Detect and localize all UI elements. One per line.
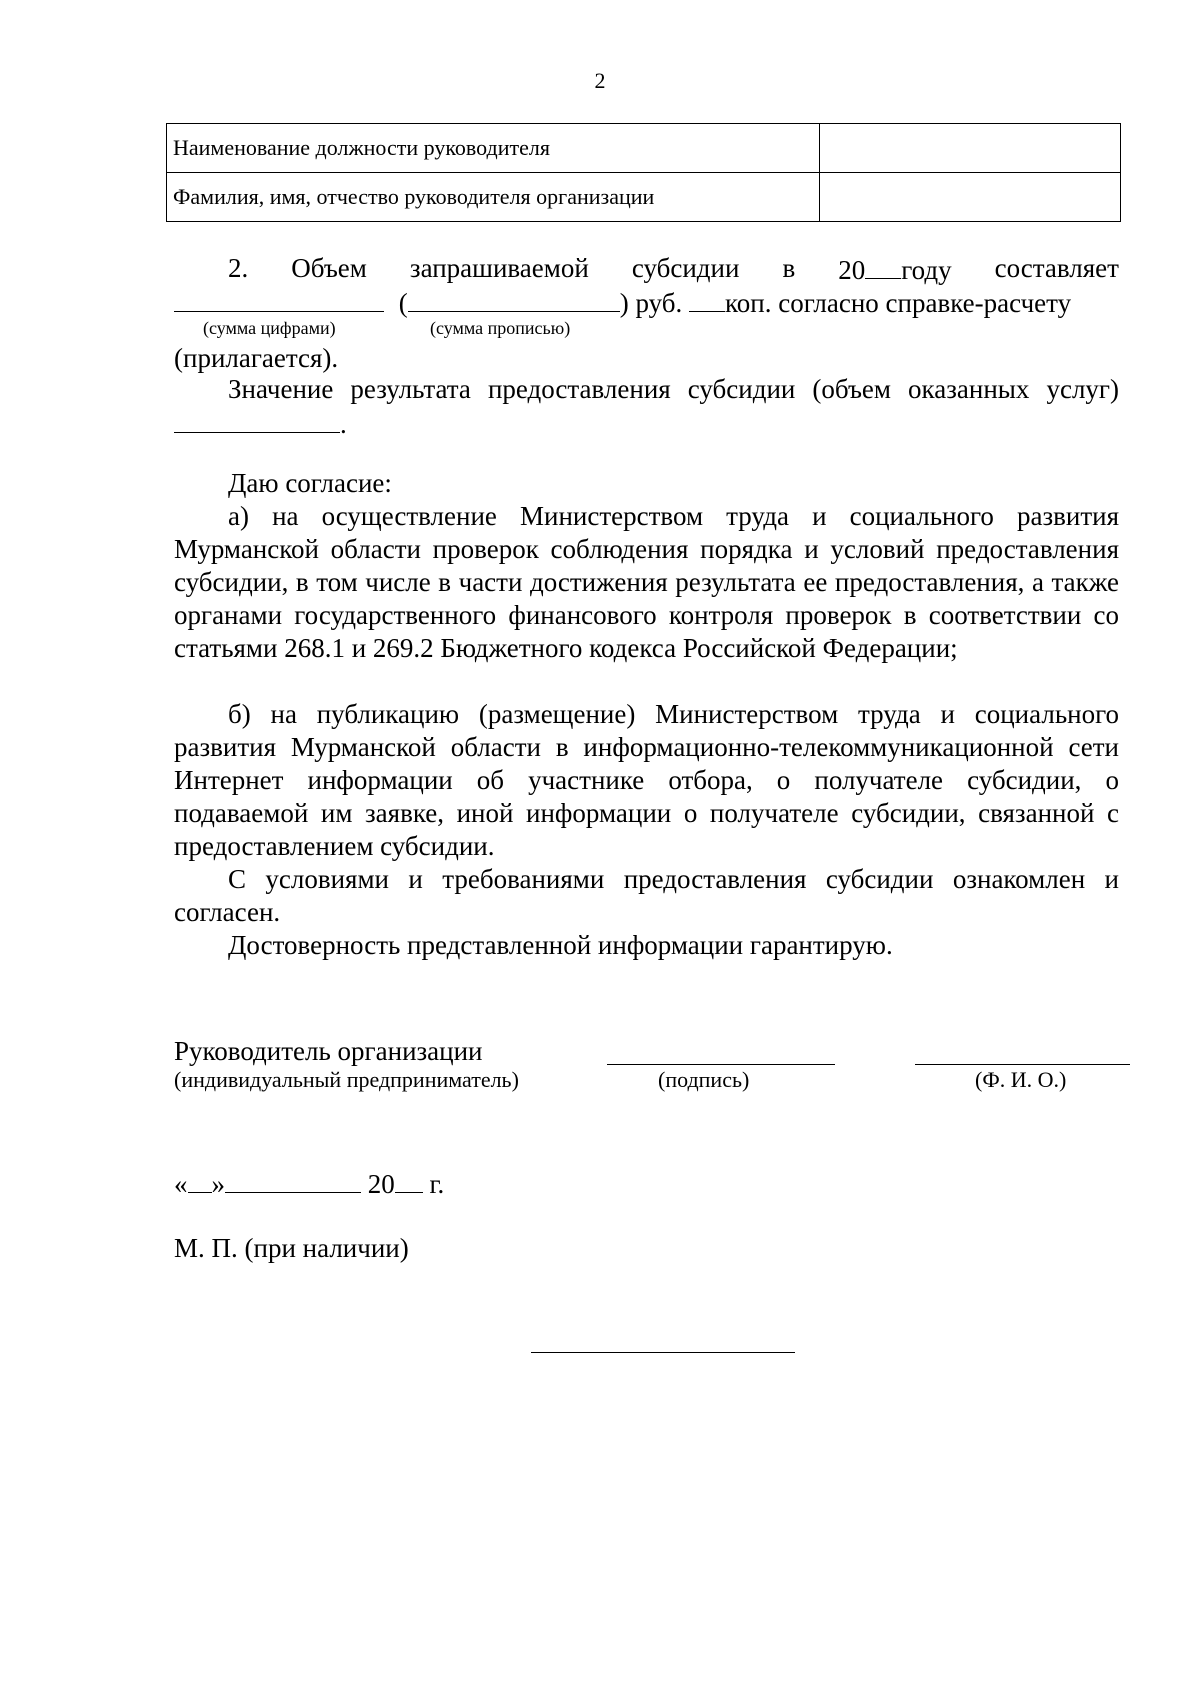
table-cell-label: Наименование должности руководителя xyxy=(167,124,820,173)
head-sublabel: (индивидуальный предприниматель) xyxy=(174,1067,519,1092)
consent-item-b: б) на публикацию (размещение) Министерством труда и социального развития Мурманской области в информационно-телекоммуникационной сети Интернет информации об участнике отбора, о получателе субсидии, о подаваемой им заявке, иной информации о получателе субсидии, связанной с предоставлением субсидии. xyxy=(174,699,1119,861)
kopecks-blank[interactable] xyxy=(689,285,725,312)
table-cell-value[interactable] xyxy=(820,124,1121,173)
table-cell-value[interactable] xyxy=(820,173,1121,222)
consent-guarantee: Достоверность представленной информации гарантирую. xyxy=(228,930,893,960)
organization-head-table xyxy=(166,123,1121,222)
section2-line2: ( ) руб. коп. согласно справке-расчету xyxy=(174,285,1119,320)
consent-agree: С условиями и требованиями предоставления субсидии ознакомлен и согласен. xyxy=(174,864,1119,927)
table-row xyxy=(167,173,1121,222)
consent-heading: Даю согласие: xyxy=(228,468,392,498)
word: в xyxy=(782,253,796,283)
word: запрашиваемой xyxy=(409,253,589,283)
result-value-text: Значение результата предоставления субсидии (объем оказанных услуг) xyxy=(228,374,1119,404)
year-blank[interactable] xyxy=(395,1166,423,1193)
consent-item-a: а) на осуществление Министерством труда и социального развития Мурманской области проверок соблюдения порядка и условий предоставления субсидии, в том числе в части достижения результата ее предоставления, а также органами государственного финансового контроля проверок в соответствии со статьями 268.1 и 269.2 Бюджетного кодекса Российской Федерации; xyxy=(174,501,1119,663)
caption-sum-words: (сумма прописью) xyxy=(430,318,571,338)
sum-words-blank[interactable] xyxy=(408,285,620,312)
head-label: Руководитель организации xyxy=(174,1036,483,1066)
signature-caption: (подпись) xyxy=(658,1067,750,1092)
section2-line1 xyxy=(228,252,1119,287)
result-value-blank[interactable] xyxy=(174,406,340,433)
stamp-label: М. П. (при наличии) xyxy=(174,1233,409,1263)
day-blank[interactable] xyxy=(188,1166,212,1193)
signature-line[interactable] xyxy=(607,1064,835,1065)
word: Объем xyxy=(291,253,367,283)
end-separator-line xyxy=(531,1352,795,1353)
fio-caption: (Ф. И. О.) xyxy=(975,1067,1067,1092)
date-line: « » 20 г. xyxy=(174,1166,444,1201)
table-cell-label: Фамилия, имя, отчество руководителя организации xyxy=(167,173,820,222)
caption-sum-digits: (сумма цифрами) xyxy=(203,318,336,338)
section-number: 2. xyxy=(228,253,249,283)
section2-line3: (прилагается). xyxy=(174,343,339,373)
month-blank[interactable] xyxy=(225,1166,361,1193)
fio-line[interactable] xyxy=(915,1064,1130,1065)
year-field: 20 году xyxy=(838,252,951,287)
result-value-line: . xyxy=(174,406,347,441)
page-number: 2 xyxy=(594,68,606,93)
sum-digits-blank[interactable] xyxy=(174,285,384,312)
word: субсидии xyxy=(631,253,740,283)
word: составляет xyxy=(994,253,1119,283)
table-row xyxy=(167,124,1121,173)
